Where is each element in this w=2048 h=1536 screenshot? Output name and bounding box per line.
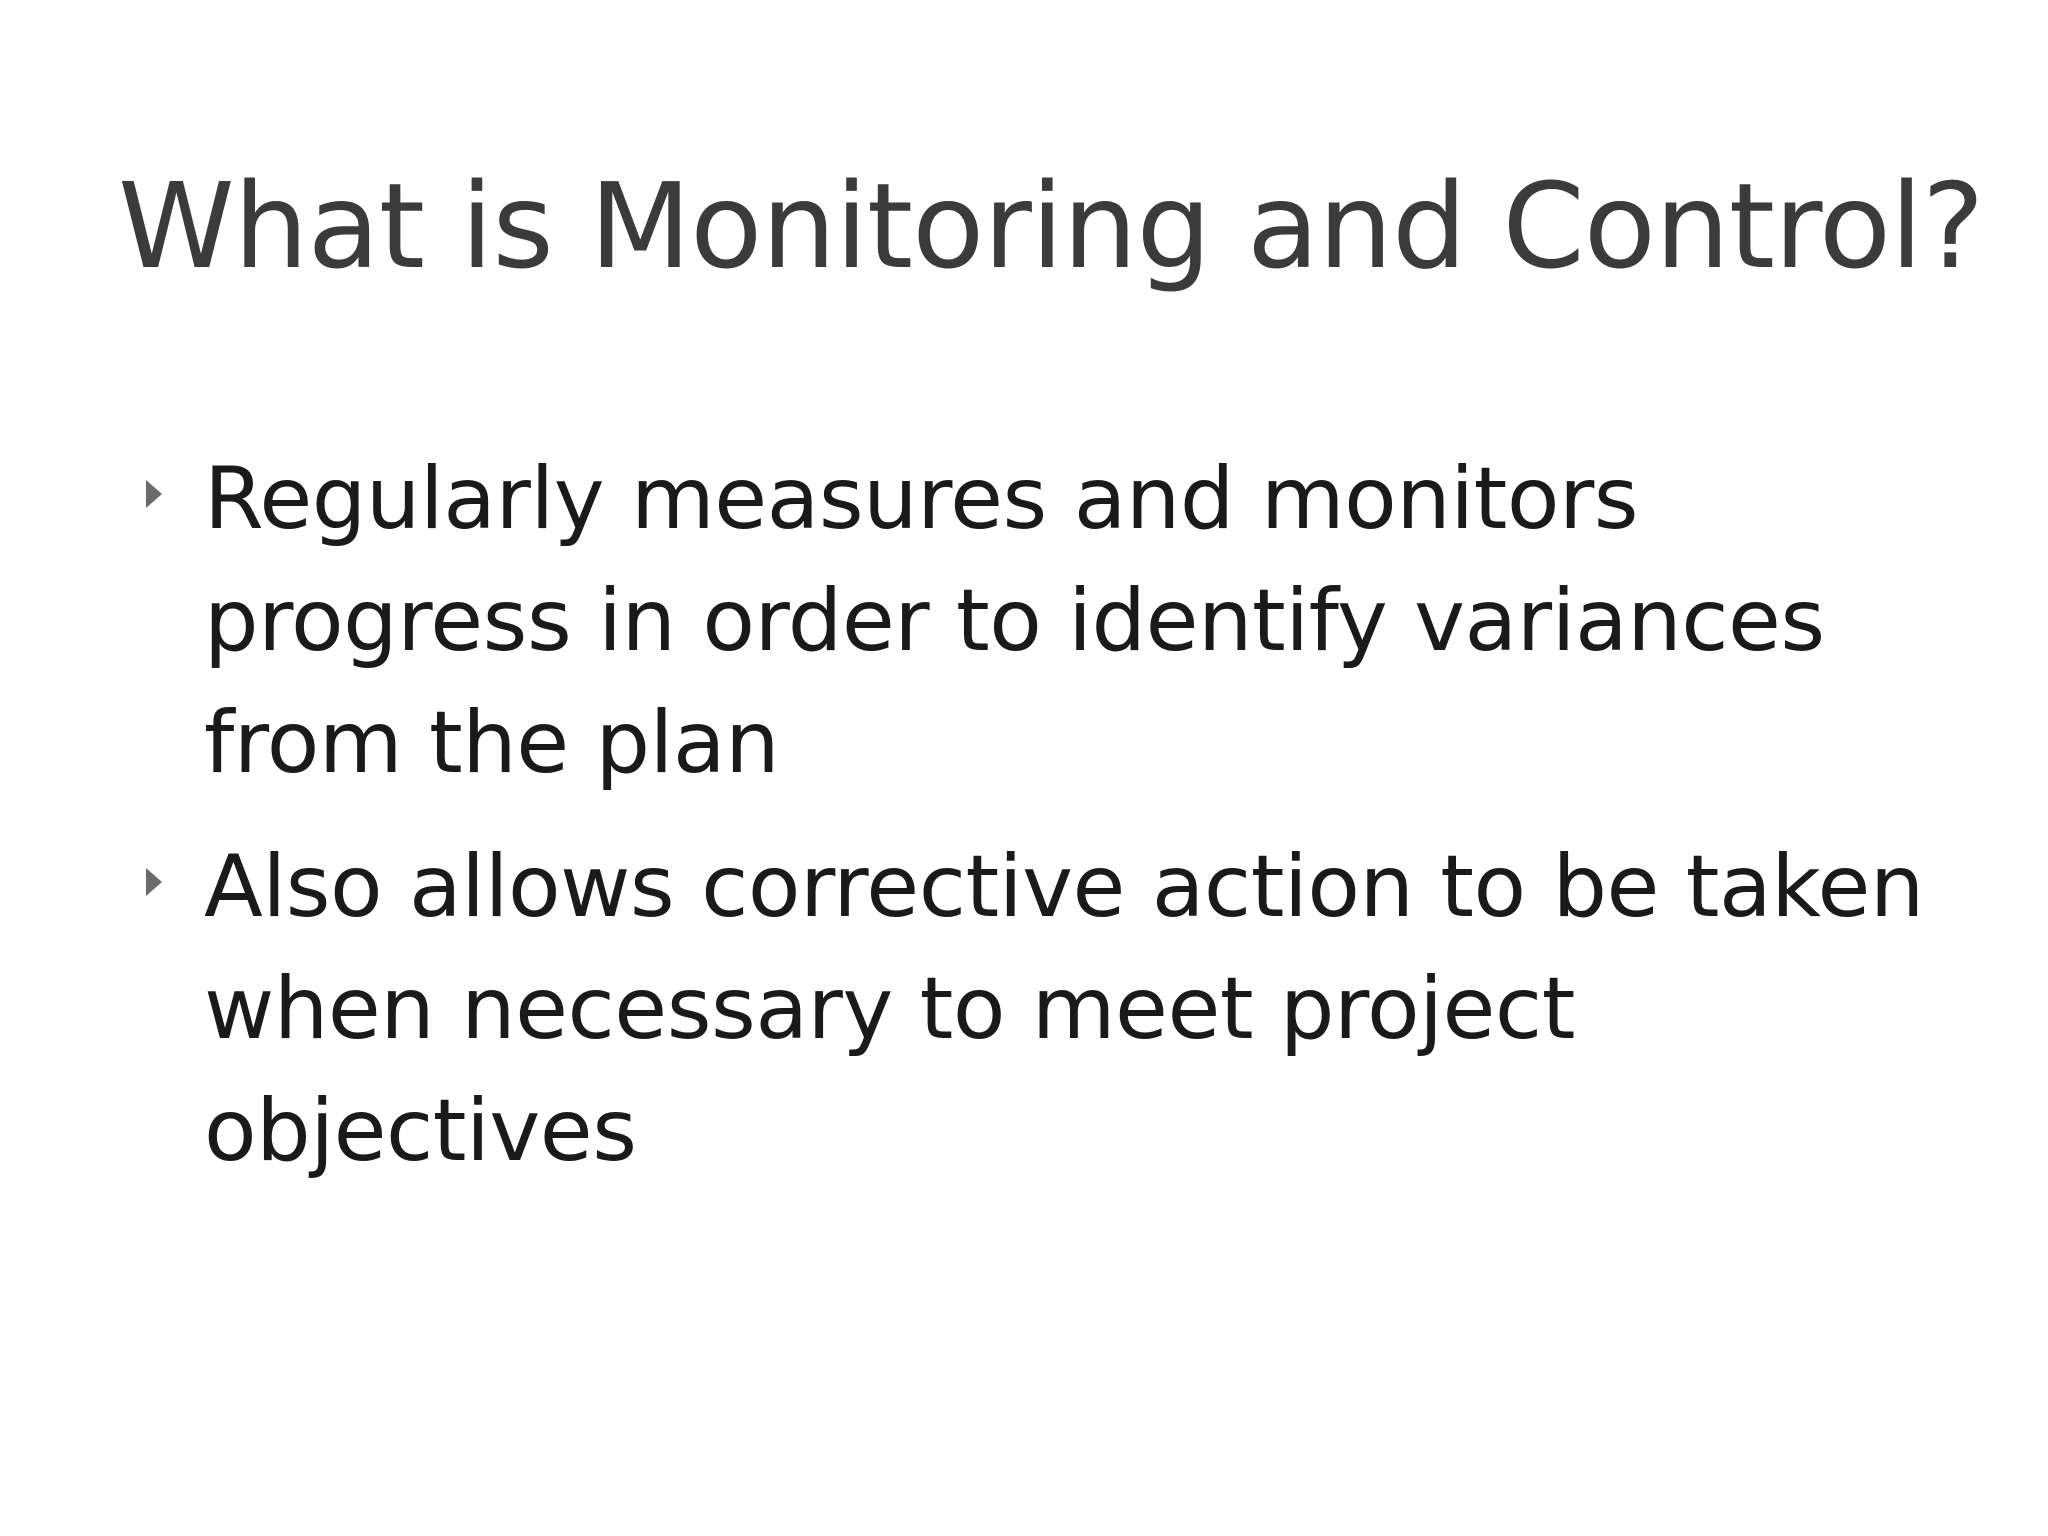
bullet-item (140, 438, 2000, 804)
triangle-bullet-icon (146, 480, 162, 508)
bullet-text: Regularly measures and monitors progress in order to identify variances from the plan (204, 449, 1825, 793)
bullet-list (140, 438, 2000, 1214)
bullet-text: Also allows corrective action to be taken when necessary to meet project objectives (204, 837, 1924, 1181)
triangle-bullet-icon (146, 868, 162, 896)
bullet-item (140, 826, 2000, 1192)
slide-title: What is Monitoring and Control? (118, 157, 1984, 295)
